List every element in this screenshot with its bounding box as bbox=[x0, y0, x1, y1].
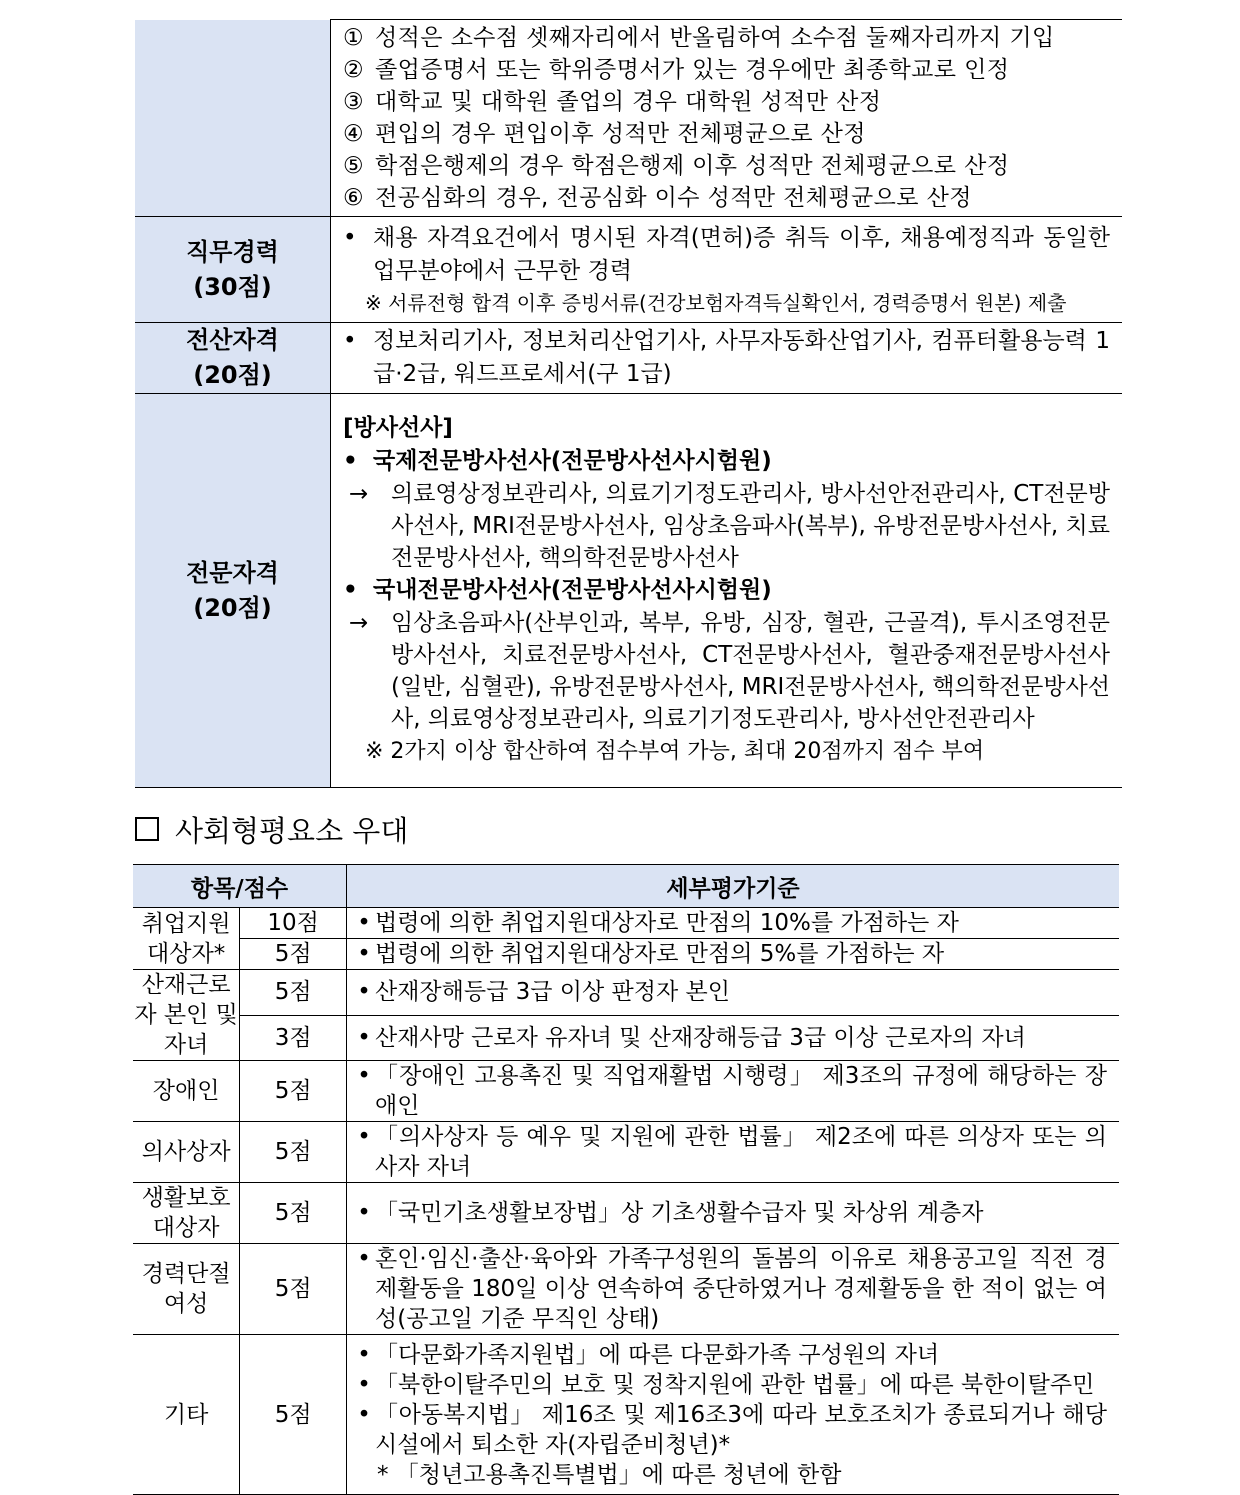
gpa-note: ④ 편입의 경우 편입이후 성적만 전체평균으로 산정 bbox=[343, 121, 866, 147]
industrial-score-1: 5점 bbox=[240, 970, 347, 1016]
employ-detail-2: • 법령에 의한 취업지원대상자로 만점의 5%를 가점하는 자 bbox=[347, 939, 1120, 970]
gpa-note: ③ 대학교 및 대학원 졸업의 경우 대학원 성적만 산정 bbox=[343, 89, 882, 115]
square-bullet-icon bbox=[135, 817, 159, 841]
career-break-detail: • 혼인·임신·출산·육아와 가족구성원의 돌봄의 이유로 채용공고일 직전 경제활동을 180일 이상 연속하여 중단하였거나 경제활동을 한 적이 없는 여성(공고일 기준 무직인 상태) bbox=[347, 1244, 1120, 1335]
gpa-label-cell bbox=[135, 20, 331, 217]
career-break-item: 경력단절 여성 bbox=[133, 1244, 240, 1335]
welfare-detail: • 「국민기초생활보장법」상 기초생활수급자 및 차상위 계층자 bbox=[347, 1183, 1120, 1244]
gpa-note: ⑥ 전공심화의 경우, 전공심화 이수 성적만 전체평균으로 산정 bbox=[343, 185, 972, 211]
injured-item: 의사상자 bbox=[133, 1122, 240, 1183]
other-score: 5점 bbox=[240, 1335, 347, 1495]
gpa-note: ⑤ 학점은행제의 경우 학점은행제 이후 성적만 전체평균으로 산정 bbox=[343, 153, 1010, 179]
other-detail-line: • 「다문화가족지원법」에 따른 다문화가족 구성원의 자녀 bbox=[357, 1341, 940, 1368]
domestic-group-title: • 국내전문방사선사(전문방사선사시험원) bbox=[343, 577, 772, 603]
industrial-detail-2: • 산재사망 근로자 유자녀 및 산재장해등급 3급 이상 근로자의 자녀 bbox=[347, 1015, 1120, 1061]
social-equity-table bbox=[133, 864, 1119, 1495]
industrial-score-2: 3점 bbox=[240, 1015, 347, 1061]
career-label-cell bbox=[135, 217, 331, 323]
other-detail bbox=[347, 1335, 1120, 1495]
other-detail-line: • 「북한이탈주민의 보호 및 정착지원에 관한 법률」에 따른 북한이탈주민 bbox=[357, 1371, 1095, 1398]
header-detail: 세부평가기준 bbox=[347, 865, 1120, 908]
section-title: 사회형평요소 우대 bbox=[175, 813, 409, 848]
gpa-note: ② 졸업증명서 또는 학위증명서가 있는 경우에만 최종학교로 인정 bbox=[343, 57, 1010, 83]
career-label: 직무경력 bbox=[186, 237, 279, 266]
career-points: (30점) bbox=[193, 272, 272, 301]
industrial-item: 산재근로자 본인 및 자녀 bbox=[133, 970, 240, 1061]
expert-label-cell bbox=[135, 394, 331, 788]
other-detail-line: • 「아동복지법」 제16조 및 제16조3에 따라 보호조치가 종료되거나 해당시설에서 퇴소한 자(자립준비청년)* bbox=[357, 1401, 1107, 1458]
disabled-score: 5점 bbox=[240, 1061, 347, 1122]
computer-detail-cell bbox=[331, 323, 1123, 394]
computer-label: 전산자격 bbox=[186, 326, 279, 354]
welfare-item: 생활보호 대상자 bbox=[133, 1183, 240, 1244]
injured-score: 5점 bbox=[240, 1122, 347, 1183]
employ-item: 취업지원 대상자* bbox=[133, 908, 240, 970]
welfare-score: 5점 bbox=[240, 1183, 347, 1244]
career-detail-cell bbox=[331, 217, 1123, 323]
section-heading bbox=[135, 811, 408, 847]
computer-label-cell bbox=[135, 323, 331, 394]
expert-points: (20점) bbox=[193, 593, 272, 622]
disabled-detail: • 「장애인 고용촉진 및 직업재활법 시행령」 제3조의 규정에 해당하는 장애인 bbox=[347, 1061, 1120, 1122]
computer-points: (20점) bbox=[193, 361, 272, 389]
expert-label: 전문자격 bbox=[186, 558, 279, 587]
expert-detail-cell bbox=[331, 394, 1123, 788]
international-group-items: → 의료영상정보관리사, 의료기기정도관리사, 방사선안전관리사, CT전문방사선사, MRI전문방사선사, 임상초음파사(복부), 유방전문방사선사, 치료전문방사선사, 핵의학전문방사선사 bbox=[349, 481, 1110, 571]
career-bullet-item: • 채용 자격요건에서 명시된 자격(면허)증 취득 이후, 채용예정직과 동일한 업무분야에서 근무한 경력 bbox=[343, 224, 1110, 284]
industrial-detail-1: • 산재장해등급 3급 이상 판정자 본인 bbox=[347, 970, 1120, 1016]
qualification-table bbox=[135, 19, 1122, 788]
disabled-item: 장애인 bbox=[133, 1061, 240, 1122]
employ-score-1: 10점 bbox=[240, 908, 347, 939]
international-group-title: • 국제전문방사선사(전문방사선사시험원) bbox=[343, 448, 772, 474]
expert-note: ※ 2가지 이상 합산하여 점수부여 가능, 최대 20점까지 점수 부여 bbox=[365, 739, 985, 764]
employ-score-2: 5점 bbox=[240, 939, 347, 970]
header-item-score: 항목/점수 bbox=[133, 865, 347, 908]
injured-detail: • 「의사상자 등 예우 및 지원에 관한 법률」 제2조에 따른 의상자 또는 의사자 자녀 bbox=[347, 1122, 1120, 1183]
other-note: * 「청년고용촉진특별법」에 따른 청년에 한함 bbox=[377, 1461, 842, 1488]
career-note: ※ 서류전형 합격 이후 증빙서류(건강보험자격득실확인서, 경력증명서 원본) 제출 bbox=[365, 290, 1067, 315]
domestic-group-items: → 임상초음파사(산부인과, 복부, 유방, 심장, 혈관, 근골격), 투시조영전문방사선사, 치료전문방사선사, CT전문방사선사, 혈관중재전문방사선사(일반, 심혈관), 유방전문방사선사, MRI전문방사선사, 핵의학전문방사선사, 의료영상정보관리사, 의료기기정도관리사, 방사선안전관리사 bbox=[349, 610, 1110, 732]
employ-detail-1: • 법령에 의한 취업지원대상자로 만점의 10%를 가점하는 자 bbox=[347, 908, 1120, 939]
career-break-score: 5점 bbox=[240, 1244, 347, 1335]
gpa-note: ① 성적은 소수점 셋째자리에서 반올림하여 소수점 둘째자리까지 기입 bbox=[343, 25, 1055, 51]
radiographer-header: [방사선사] bbox=[343, 415, 453, 441]
other-item: 기타 bbox=[133, 1335, 240, 1495]
gpa-notes-cell bbox=[331, 20, 1123, 217]
computer-bullet-item: • 정보처리기사, 정보처리산업기사, 사무자동화산업기사, 컴퓨터활용능력 1급·2급, 워드프로세서(구 1급) bbox=[343, 328, 1110, 387]
